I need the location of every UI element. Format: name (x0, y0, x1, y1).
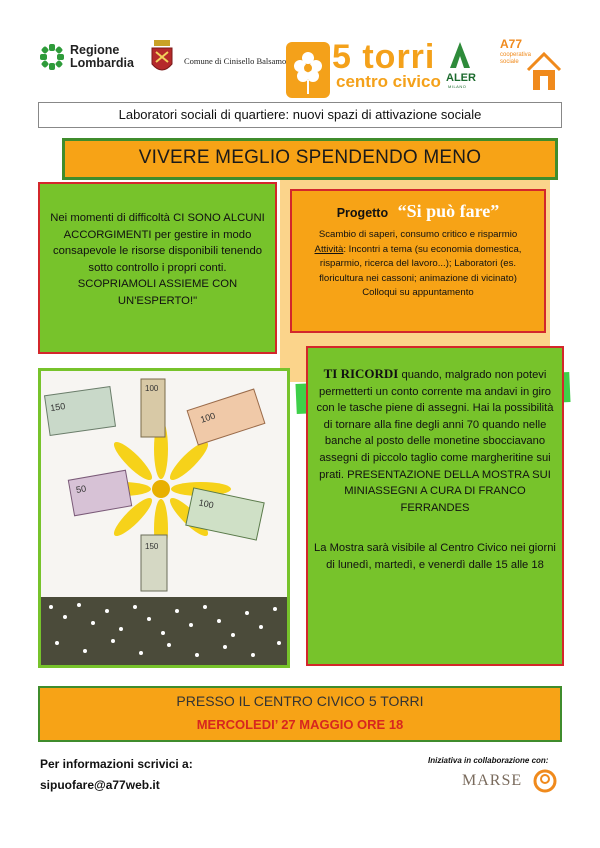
ricordi-text (314, 366, 556, 516)
lombardia-line1: Regione (70, 43, 120, 57)
aler-name: ALER (446, 72, 476, 84)
project-name: “Si può fare” (397, 201, 500, 221)
cheque-6-value: 150 (145, 542, 159, 551)
cheque-4-value: 50 (75, 483, 87, 496)
cheque-1 (45, 387, 116, 436)
project-body (292, 228, 544, 301)
cheque-5-value: 100 (197, 497, 215, 511)
crest-icon (150, 40, 174, 76)
project-line1: Scambio di saperi, consumo critico e risparmio (318, 229, 518, 240)
aler-city: MILANO (448, 84, 467, 89)
activities-label: Attività (314, 243, 344, 255)
aler-logo (446, 40, 498, 96)
contact-label: Per informazioni scrivici a: (40, 757, 193, 771)
ricordi-box (306, 346, 564, 666)
project-activities (300, 243, 536, 287)
regione-lombardia-logo (40, 42, 150, 74)
cheque-2 (141, 379, 165, 437)
marse-name: MARSE (462, 772, 523, 789)
cheque-6 (141, 535, 167, 591)
event-box (38, 686, 562, 742)
cheques-image (41, 371, 287, 665)
main-title: VIVERE MEGLIO SPENDENDO MENO (62, 138, 558, 180)
cheque-3-value: 100 (199, 410, 217, 425)
centro-civico-5-torri-logo (286, 40, 442, 102)
a77-logo (498, 38, 564, 94)
a77-name: A77 (500, 37, 523, 51)
house-icon (524, 48, 564, 94)
cheques-photo (38, 368, 290, 668)
cheque-2-value: 100 (145, 384, 159, 393)
subtitle-banner: Laboratori sociali di quartiere: nuovi spazi di attivazione sociale (38, 102, 562, 128)
aler-mark-icon (448, 40, 472, 70)
marse-swirl-icon (532, 766, 558, 796)
lombardia-rose-icon (40, 44, 64, 70)
flower-icon (286, 42, 330, 98)
project-line3: Colloqui su appuntamento (362, 287, 474, 298)
cinisello-logo (150, 40, 290, 80)
activities-text: : Incontri a tema (su economia domestica, risparmio, ricerca del lavoro...); Laboratori (es. floricultura nei cassoni; animazione di vicinato) (319, 243, 522, 284)
project-heading (292, 201, 544, 222)
cheque-1-value: 150 (49, 401, 66, 414)
collab-label: Iniziativa in collaborazione con: (428, 756, 549, 765)
intro-text: Nei momenti di difficoltà CI SONO ALCUNI ACCORGIMENTI per gestire in modo consapevole le risorse disponibili tenendo sotto controllo i propri conti. SCOPRIAMOLI ASSIEME CON UN'ESPERTO!" (50, 212, 265, 307)
project-label: Progetto (336, 206, 389, 220)
torri-title: 5 torri (332, 38, 436, 76)
ricordi-body: quando, malgrado non potevi permetterti un conto corrente ma andavi in giro con le tasche piene di assegni. Hai la possibilità di tornare alla fine degli anni 70 quando nelle banche al posto delle monetine sbocciavano assegni di piccolo taglio come margheritine sui prati. PRESENTAZIONE DELLA MOSTRA SUI MINIASSEGNI A CURA DI FRANCO FERRANDES (316, 369, 554, 514)
event-date: MERCOLEDI’ 27 MAGGIO ORE 18 (196, 717, 404, 732)
marse-logo (462, 766, 558, 796)
event-location: PRESSO IL CENTRO CIVICO 5 TORRI (176, 693, 424, 709)
contact-email[interactable]: sipuofare@a77web.it (40, 778, 160, 792)
cinisello-name: Comune di Cinisello Balsamo (184, 56, 287, 66)
intro-box (38, 182, 277, 354)
project-box (290, 189, 546, 333)
lombardia-line2: Lombardia (70, 56, 134, 70)
a77-tagline: cooperativa sociale (500, 52, 532, 65)
ricordi-lead: TI RICORDI (323, 366, 399, 381)
torri-subtitle: centro civico (336, 72, 441, 91)
mostra-text: La Mostra sarà visibile al Centro Civico nei giorni di lunedì, martedì, e venerdì dalle 15 alle 18 (314, 542, 556, 571)
